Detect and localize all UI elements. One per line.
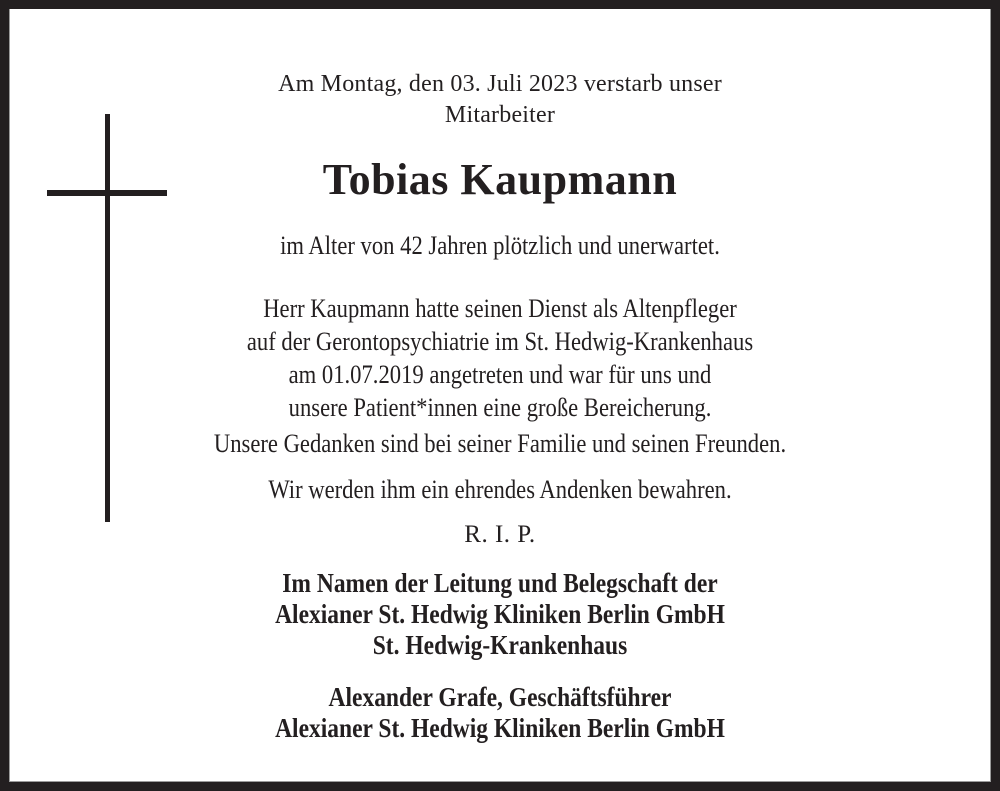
notice-content (9, 9, 991, 782)
body-line: Herr Kaupmann hatte seinen Dienst als Altenpfleger (263, 294, 737, 323)
body-line: unsere Patient*innen eine große Bereicherung. (288, 393, 712, 422)
body-paragraph (9, 292, 991, 424)
condolence-line: Unsere Gedanken sind bei seiner Familie und seinen Freunden. (213, 429, 787, 458)
signature-org-line: Im Namen der Leitung und Belegschaft der (282, 568, 718, 598)
signature-org-line: Alexianer St. Hedwig Kliniken Berlin GmbH (275, 599, 725, 629)
signature-person-line: Alexianer St. Hedwig Kliniken Berlin GmbH (275, 713, 725, 743)
age-line: im Alter von 42 Jahren plötzlich und unerwartet. (280, 231, 720, 260)
remembrance-line: Wir werden ihm ein ehrendes Andenken bewahren. (268, 475, 732, 504)
intro-line-1: Am Montag, den 03. Juli 2023 verstarb unser (278, 71, 722, 97)
body-line: auf der Gerontopsychiatrie im St. Hedwig-Krankenhaus (246, 327, 754, 356)
intro-line-2: Mitarbeiter (444, 102, 556, 128)
rip-line: R. I. P. (464, 521, 536, 548)
signature-organization (9, 568, 991, 661)
body-line: am 01.07.2019 angetreten und war für uns und (288, 360, 712, 389)
signature-person (9, 682, 991, 744)
deceased-name: Tobias Kaupmann (322, 155, 678, 204)
signature-person-line: Alexander Grafe, Geschäftsführer (328, 682, 672, 712)
signature-org-line: St. Hedwig-Krankenhaus (372, 630, 628, 660)
